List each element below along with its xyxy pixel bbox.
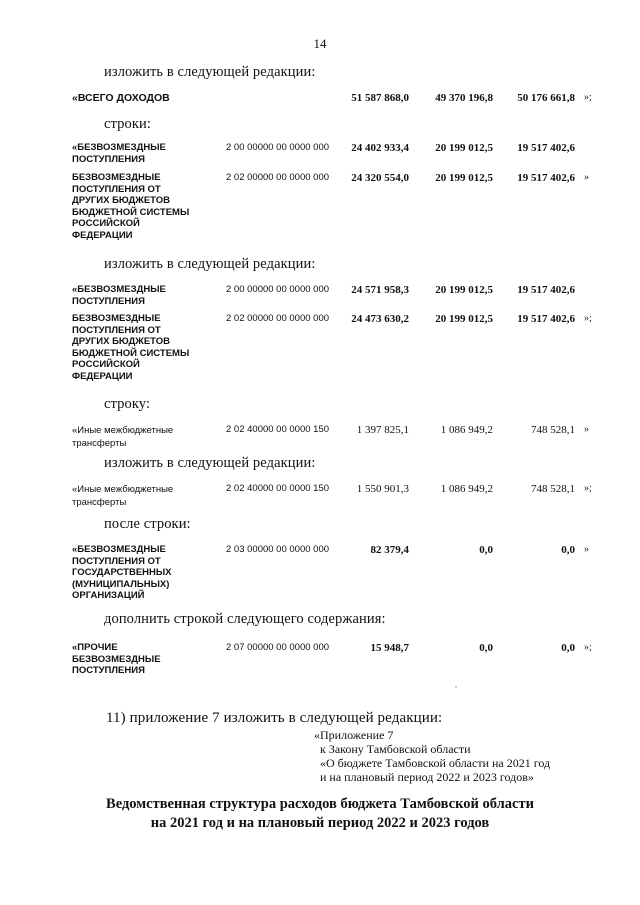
row-code: 2 02 00000 00 0000 000 bbox=[226, 172, 330, 183]
value-2023: 50 176 661,8 bbox=[517, 92, 575, 104]
value-2022: 20 199 012,5 bbox=[435, 142, 493, 154]
value-2022: 1 086 949,2 bbox=[440, 424, 493, 436]
page-number: 14 bbox=[313, 36, 327, 51]
row-old-from-budgets bbox=[72, 172, 600, 241]
value-2023: 19 517 402,6 bbox=[517, 284, 575, 296]
appendix-caption-line2: к Закону Тамбовской области bbox=[320, 742, 471, 756]
row-code: 2 00 00000 00 0000 000 bbox=[226, 284, 330, 295]
section-heading-line2: на 2021 год и на плановый период 2022 и 2023 годов bbox=[150, 815, 490, 831]
row-name: «ВСЕГО ДОХОДОВ bbox=[72, 92, 170, 104]
value-2021: 82 379,4 bbox=[370, 544, 409, 556]
row-new-from-budgets bbox=[72, 313, 600, 382]
value-2022: 20 199 012,5 bbox=[435, 172, 493, 184]
value-2023: 19 517 402,6 bbox=[517, 142, 575, 154]
closing-quote: »; bbox=[584, 642, 592, 653]
value-2022: 20 199 012,5 bbox=[435, 284, 493, 296]
value-2022: 49 370 196,8 bbox=[435, 92, 493, 104]
row-name: «Иные межбюджетные трансферты bbox=[72, 484, 174, 508]
instruction-replace-3: изложить в следующей редакции: bbox=[104, 455, 316, 471]
value-2023: 0,0 bbox=[561, 642, 575, 654]
row-name: «БЕЗВОЗМЕЗДНЫЕ ПОСТУПЛЕНИЯ bbox=[72, 284, 166, 307]
row-new-bezvozmezdnye bbox=[72, 284, 600, 307]
instruction-row: строку: bbox=[104, 396, 151, 412]
row-name: «БЕЗВОЗМЕЗДНЫЕ ПОСТУПЛЕНИЯ ОТ ГОСУДАРСТВЕННЫХ (МУНИЦИПАЛЬНЫХ) ОРГАНИЗАЦИЙ bbox=[72, 544, 172, 601]
scan-speck bbox=[455, 686, 457, 688]
instruction-rows: строки: bbox=[104, 116, 151, 132]
value-2023: 748 528,1 bbox=[531, 424, 575, 436]
value-2021: 1 550 901,3 bbox=[356, 483, 409, 495]
closing-quote: » bbox=[584, 424, 589, 435]
closing-quote: »; bbox=[584, 313, 592, 324]
value-2022: 0,0 bbox=[479, 642, 493, 654]
value-2021: 24 320 554,0 bbox=[351, 172, 409, 184]
row-code: 2 03 00000 00 0000 000 bbox=[226, 544, 330, 555]
value-2021: 15 948,7 bbox=[370, 642, 409, 654]
value-2023: 19 517 402,6 bbox=[517, 172, 575, 184]
instruction-replace-1: изложить в следующей редакции: bbox=[104, 64, 316, 80]
row-total-income bbox=[72, 92, 600, 108]
closing-quote: »; bbox=[584, 483, 592, 494]
row-new-other-transfers bbox=[72, 483, 600, 508]
item-11-text: 11) приложение 7 изложить в следующей редакции: bbox=[106, 710, 443, 726]
instruction-after-row: после строки: bbox=[104, 516, 191, 532]
row-old-bezvozmezdnye bbox=[72, 142, 600, 165]
row-name: БЕЗВОЗМЕЗДНЫЕ ПОСТУПЛЕНИЯ ОТ ДРУГИХ БЮДЖЕТОВ БЮДЖЕТНОЙ СИСТЕМЫ РОССИЙСКОЙ ФЕДЕРАЦИИ bbox=[72, 313, 190, 382]
appendix-caption-line4: и на плановый период 2022 и 2023 годов» bbox=[320, 770, 534, 784]
row-code: 2 02 40000 00 0000 150 bbox=[226, 483, 330, 494]
closing-quote: » bbox=[584, 172, 589, 183]
value-2023: 0,0 bbox=[561, 544, 575, 556]
row-code: 2 07 00000 00 0000 000 bbox=[226, 642, 330, 653]
value-2022: 0,0 bbox=[479, 544, 493, 556]
value-2021: 1 397 825,1 bbox=[356, 424, 409, 436]
section-heading-line1: Ведомственная структура расходов бюджета Тамбовской области bbox=[106, 796, 534, 812]
value-2022: 1 086 949,2 bbox=[440, 483, 493, 495]
appendix-caption-line1: «Приложение 7 bbox=[314, 728, 394, 742]
value-2021: 24 473 630,2 bbox=[351, 313, 409, 325]
value-2021: 24 402 933,4 bbox=[351, 142, 409, 154]
appendix-caption-line3: «О бюджете Тамбовской области на 2021 год bbox=[320, 756, 551, 770]
value-2021: 24 571 958,3 bbox=[351, 284, 409, 296]
row-old-other-transfers bbox=[72, 424, 600, 449]
value-2023: 748 528,1 bbox=[531, 483, 575, 495]
closing-quote: » bbox=[584, 544, 589, 555]
instruction-replace-2: изложить в следующей редакции: bbox=[104, 256, 316, 272]
value-2021: 51 587 868,0 bbox=[351, 92, 409, 104]
row-code: 2 00 00000 00 0000 000 bbox=[226, 142, 330, 153]
row-from-state-organizations bbox=[72, 544, 600, 601]
value-2023: 19 517 402,6 bbox=[517, 313, 575, 325]
row-code: 2 02 00000 00 0000 000 bbox=[226, 313, 330, 324]
row-name: «БЕЗВОЗМЕЗДНЫЕ ПОСТУПЛЕНИЯ bbox=[72, 142, 166, 165]
row-name: «Иные межбюджетные трансферты bbox=[72, 425, 174, 449]
row-name: «ПРОЧИЕ БЕЗВОЗМЕЗДНЫЕ ПОСТУПЛЕНИЯ bbox=[72, 642, 161, 676]
row-name: БЕЗВОЗМЕЗДНЫЕ ПОСТУПЛЕНИЯ ОТ ДРУГИХ БЮДЖЕТОВ БЮДЖЕТНОЙ СИСТЕМЫ РОССИЙСКОЙ ФЕДЕРАЦИИ bbox=[72, 172, 190, 241]
instruction-add-row: дополнить строкой следующего содержания: bbox=[104, 611, 386, 627]
row-code: 2 02 40000 00 0000 150 bbox=[226, 424, 330, 435]
row-other-free-receipts bbox=[72, 642, 600, 676]
value-2022: 20 199 012,5 bbox=[435, 313, 493, 325]
closing-quote: »; bbox=[584, 92, 592, 103]
